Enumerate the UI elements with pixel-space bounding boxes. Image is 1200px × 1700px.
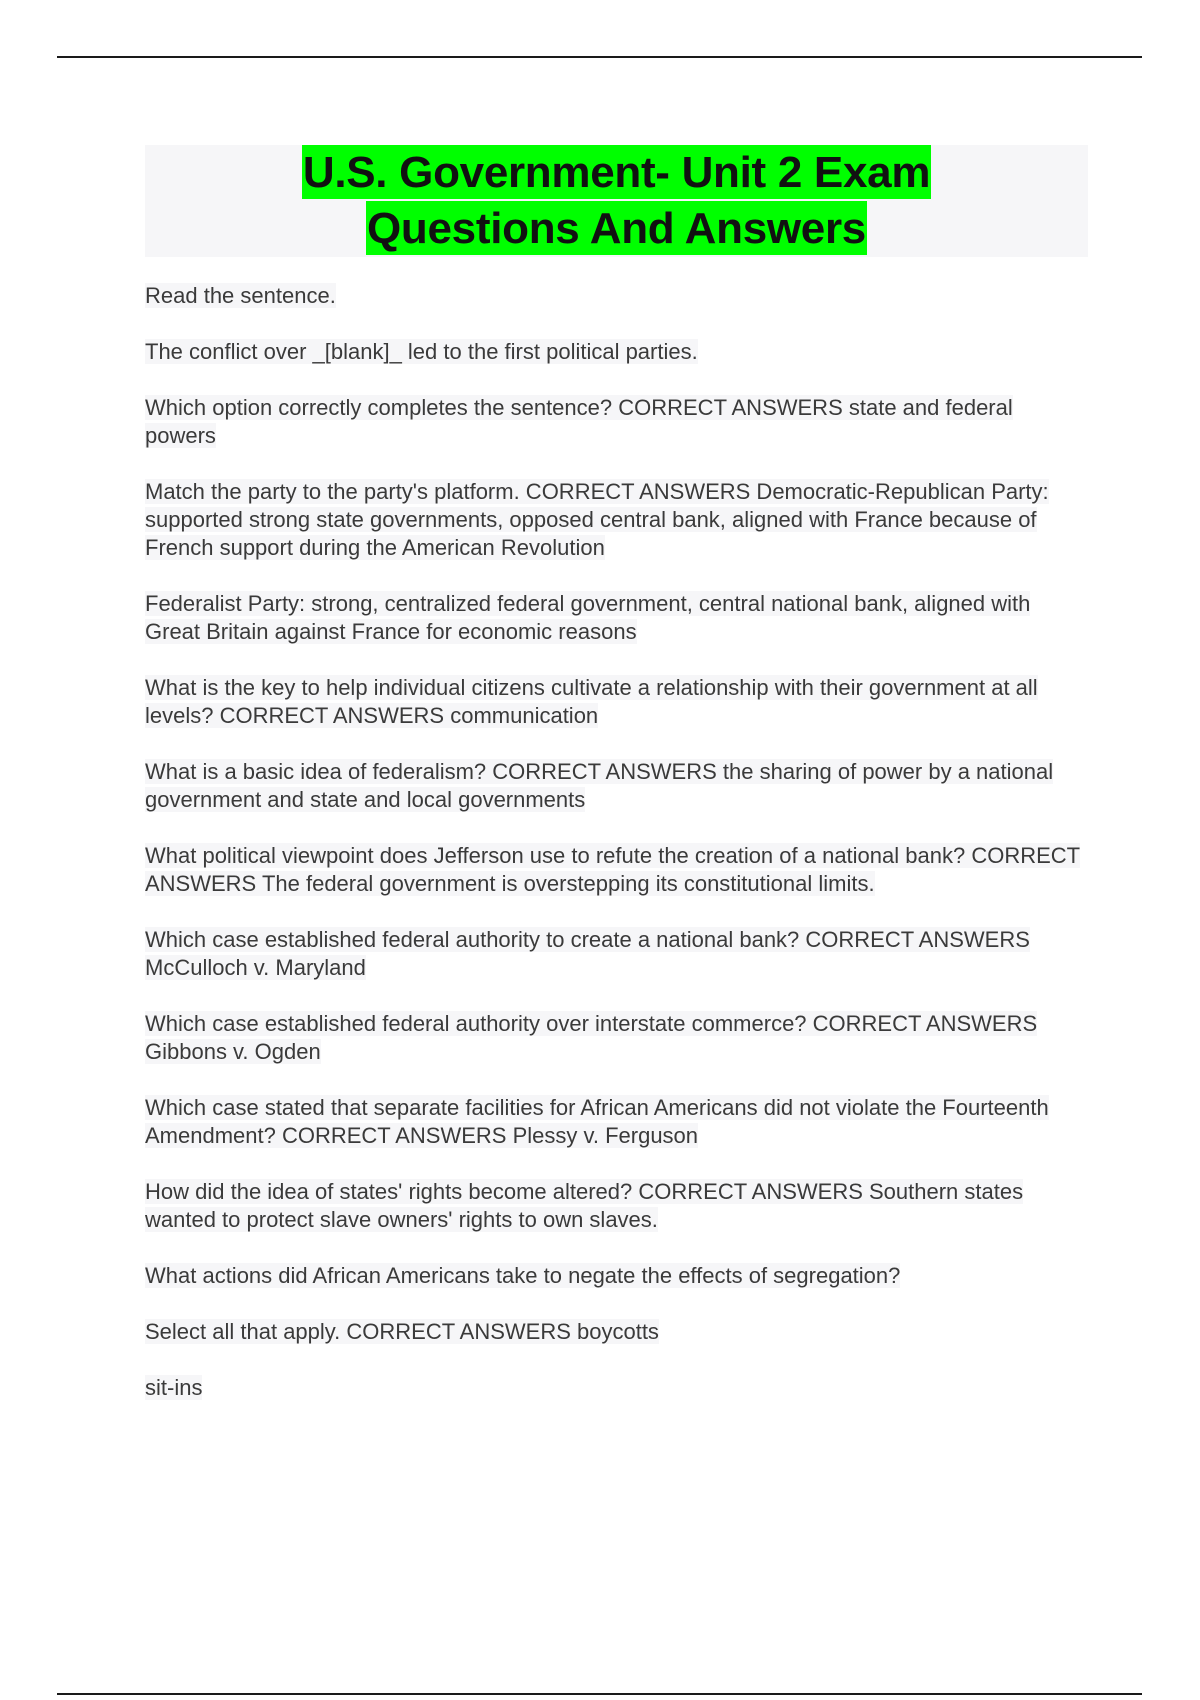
question-answer: What political viewpoint does Jefferson use to refute the creation of a national bank? CORRECT ANSWERS The federal government is overstepping its constitutional limits. bbox=[145, 843, 1081, 896]
document-body bbox=[145, 282, 1085, 1430]
question-answer: Which case established federal authority over interstate commerce? CORRECT ANSWERS Gibbons v. Ogden bbox=[145, 1011, 1038, 1064]
question-answer: Which option correctly completes the sentence? CORRECT ANSWERS state and federal powers bbox=[145, 395, 1013, 448]
page-title-line-2: Questions And Answers bbox=[366, 201, 867, 255]
top-rule bbox=[57, 56, 1142, 58]
paragraph: sit-ins bbox=[145, 1375, 203, 1400]
title-block bbox=[145, 145, 1088, 257]
question-answer: How did the idea of states' rights become altered? CORRECT ANSWERS Southern states wanted to protect slave owners' rights to own slaves. bbox=[145, 1179, 1024, 1232]
question-answer: Which case stated that separate facilities for African Americans did not violate the Fourteenth Amendment? CORRECT ANSWERS Plessy v. Ferguson bbox=[145, 1095, 1049, 1148]
bottom-rule bbox=[57, 1693, 1142, 1695]
paragraph: Read the sentence. bbox=[145, 283, 336, 308]
question-answer: Which case established federal authority to create a national bank? CORRECT ANSWERS McCulloch v. Maryland bbox=[145, 927, 1030, 980]
question-answer: Match the party to the party's platform. CORRECT ANSWERS Democratic-Republican Party: supported strong state governments, opposed central bank, aligned with France because of French support during the American Revolution bbox=[145, 479, 1049, 560]
paragraph: The conflict over _[blank]_ led to the first political parties. bbox=[145, 339, 698, 364]
paragraph: What actions did African Americans take to negate the effects of segregation? bbox=[145, 1263, 901, 1288]
question-answer: What is the key to help individual citizens cultivate a relationship with their government at all levels? CORRECT ANSWERS communication bbox=[145, 675, 1038, 728]
page-title-line-1: U.S. Government- Unit 2 Exam bbox=[302, 145, 931, 199]
question-answer: What is a basic idea of federalism? CORRECT ANSWERS the sharing of power by a national government and state and local governments bbox=[145, 759, 1054, 812]
paragraph: Federalist Party: strong, centralized federal government, central national bank, aligned with Great Britain against France for economic reasons bbox=[145, 591, 1031, 644]
question-answer: Select all that apply. CORRECT ANSWERS boycotts bbox=[145, 1319, 659, 1344]
